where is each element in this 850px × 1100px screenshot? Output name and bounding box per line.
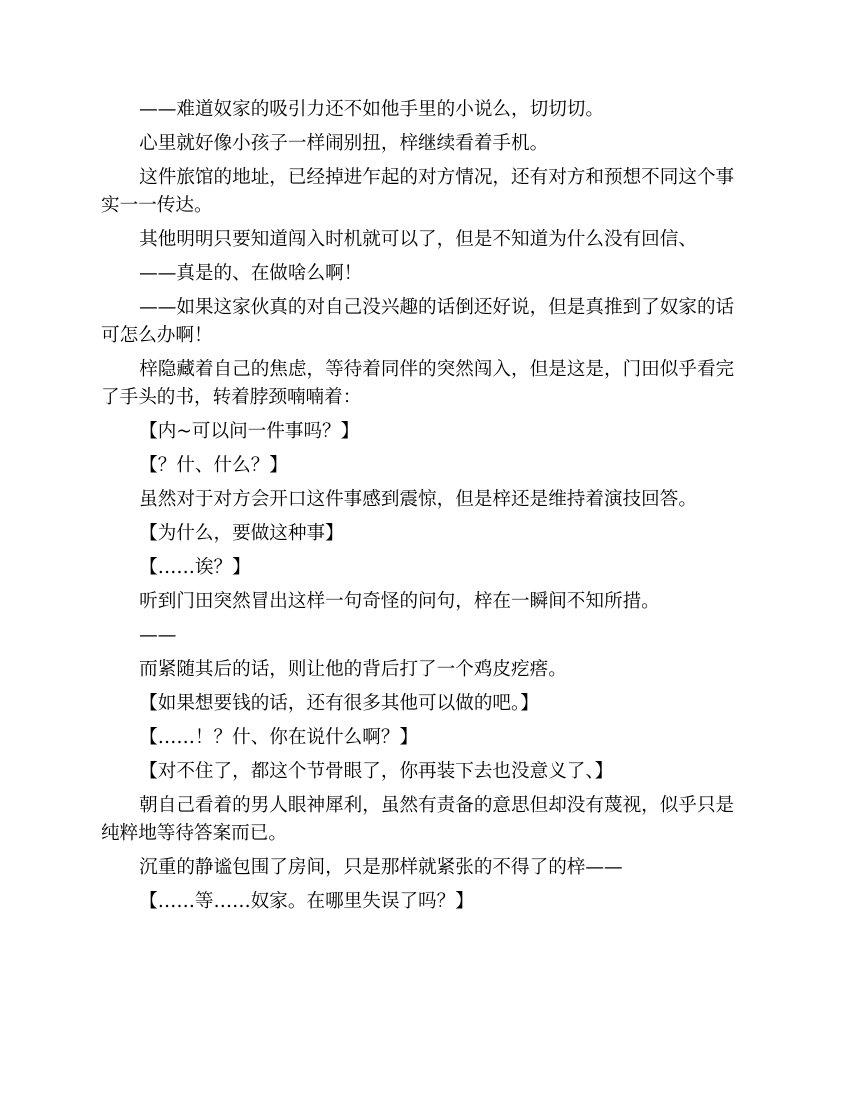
paragraph: —— — [139, 625, 177, 646]
paragraph: 而紧随其后的话，则让他的背后打了一个鸡皮疙瘩。 — [139, 659, 567, 680]
paragraph: ——难道奴家的吸引力还不如他手里的小说么，切切切。 — [139, 99, 604, 120]
paragraph: 沉重的静谧包围了房间，只是那样就紧张的不得了的梓—— — [139, 857, 623, 878]
paragraph: 这件旅馆的地址，已经掉进乍起的对方情况，还有对方和预想不同这个事实一一传达。 — [101, 167, 735, 216]
paragraph: 梓隐藏着自己的焦虑，等待着同伴的突然闯入，但是这是，门田似乎看完了手头的书，转着脖颈喃喃着： — [101, 359, 735, 408]
paragraph: 【内~可以问一件事吗？】 — [139, 421, 360, 442]
paragraph: 【为什么，要做这种事】 — [139, 523, 344, 544]
paragraph: 朝自己看着的男人眼神犀利，虽然有责备的意思但却没有蔑视，似乎只是纯粹地等待答案而已。 — [101, 795, 735, 844]
paragraph: 【如果想要钱的话，还有很多其他可以做的吧。】 — [139, 693, 539, 714]
paragraph: ——真是的、在做啥么啊！ — [139, 263, 363, 284]
paragraph: 【？什、什么？】 — [139, 455, 288, 476]
paragraph: 听到门田突然冒出这样一句奇怪的问句，梓在一瞬间不知所措。 — [139, 591, 660, 612]
paragraph: ——如果这家伙真的对自己没兴趣的话倒还好说，但是真推到了奴家的话可怎么办啊！ — [101, 297, 735, 346]
paragraph: 【……等……奴家。在哪里失误了吗？】 — [139, 891, 474, 912]
paragraph: 【对不住了，都这个节骨眼了，你再装下去也没意义了、】 — [139, 761, 614, 782]
paragraph: 虽然对于对方会开口这件事感到震惊，但是梓还是维持着演技回答。 — [139, 489, 697, 510]
paragraph: 心里就好像小孩子一样闹别扭，梓继续看着手机。 — [139, 133, 549, 154]
paragraph: 其他明明只要知道闯入时机就可以了，但是不知道为什么没有回信、 — [139, 229, 697, 250]
paragraph: 【……诶？】 — [139, 557, 251, 578]
document-body — [101, 96, 749, 922]
paragraph: 【……！？什、你在说什么啊？】 — [139, 727, 419, 748]
